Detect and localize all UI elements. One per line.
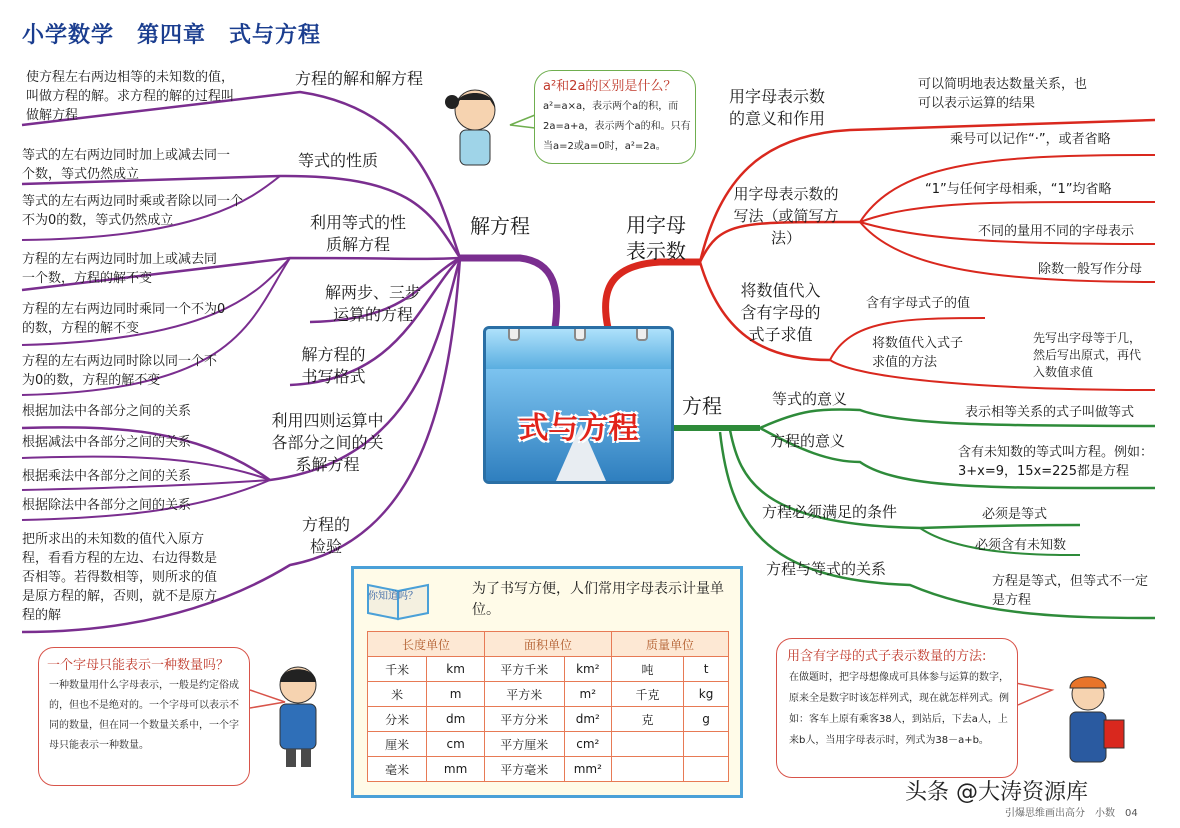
leaf-meaning-of-letters: 可以简明地表达数量关系，也可以表示运算的结果 [918,77,1088,111]
unit-info-box [351,566,743,798]
leaf-equality-add: 等式的左右两边同时加上或减去同一个数，等式仍然成立 [22,148,231,182]
table-cell: 平方毫米 [485,757,565,782]
leaf-one-omitted: “1”与任何字母相乘，“1”均省略 [925,182,1112,197]
table-cell: 分米 [368,707,427,732]
tip-bubble-one-letter-text: 一种数量用什么字母表示，一般是约定俗成的，但也不是绝对的。一个字母可以表示不同的数量，但在同一个数量关系中，一个字母只能表示一种数量。 [49,680,239,751]
table-cell: g [684,707,729,732]
leaf-solve-multiply: 方程的左右两边同时乘同一个不为0的数，方程的解不变 [22,302,226,336]
table-cell [684,732,729,757]
table-cell: mm² [564,757,611,782]
leaf-expression-value: 含有字母式子的值 [866,296,971,311]
table-cell: dm² [564,707,611,732]
table-row [368,707,729,732]
table-cell: 毫米 [368,757,427,782]
girl-illustration [430,80,520,175]
leaf-division-relation: 根据除法中各部分之间的关系 [22,498,192,513]
table-row [368,732,729,757]
leaf-must-have-unknown: 必须含有未知数 [975,538,1067,553]
table-cell: km [427,657,485,682]
table-cell: 平方米 [485,682,565,707]
tip-bubble-letter-method-text: 在做题时，把字母想像成可具体参与运算的数字，原来全是数字时该怎样列式，现在就怎样列式。例如：客车上原有乘客38人，到站后，下去a人，上来b人，当用字母表示时，列式为38－a+b。 [789,672,1009,746]
table-cell: t [684,657,729,682]
table-cell: 平方厘米 [485,732,565,757]
table-cell: 克 [612,707,684,732]
table-cell: dm [427,707,485,732]
watermark: 头条 @大涛资源库 [905,780,1088,805]
tip-bubble-one-letter [38,647,250,786]
leaf-equality-meaning: 表示相等关系的式子叫做等式 [965,405,1135,420]
leaf-substitute-steps: 先写出字母等于几，然后写出原式，再代入数值求值 [1033,331,1142,379]
tip-bubble-letter-method [776,638,1018,778]
tip-bubble-one-letter-title: 一个字母只能表示一种数量吗？ [47,658,230,673]
table-row [368,657,729,682]
leaf-must-be-equality: 必须是等式 [982,507,1048,522]
table-cell: mm [427,757,485,782]
tip-bubble-letter-method-title: 用含有字母的式子表示数量的方法: [787,649,987,664]
table-cell: cm² [564,732,611,757]
leaf-equality-multiply: 等式的左右两边同时乘或者除以同一个不为0的数，等式仍然成立 [22,194,244,228]
branch-four-operations: 利用四则运算中各部分之间的关系解方程 [271,411,384,474]
table-cell: km² [564,657,611,682]
branch-verification: 方程的检验 [301,515,350,556]
center-topic-card [483,326,674,484]
leaf-addition-relation: 根据加法中各部分之间的关系 [22,404,192,419]
leaf-solution-def: 使方程左右两边相等的未知数的值，叫做方程的解。求方程的解的过程叫做解方程 [26,70,235,123]
unit-table-header [368,632,729,657]
tip-bubble-a-squared-text: a²=a×a，表示两个a的积，而2a=a+a，表示两个a的和。只有当a=2或a=0时，a²=2a。 [543,101,691,152]
leaf-different-letters: 不同的量用不同的字母表示 [978,224,1135,239]
leaf-solve-add: 方程的左右两边同时加上或减去同一个数，方程的解不变 [22,252,218,286]
branch-solution: 方程的解和解方程 [295,69,424,88]
table-cell: 米 [368,682,427,707]
unit-box-intro: 为了书写方便，人们常用字母表示计量单位。 [472,581,724,618]
table-cell: m² [564,682,611,707]
worker-illustration [1040,668,1135,778]
branch-equation-meaning: 方程的意义 [770,432,846,450]
page-footer: 引爆思维画出高分 小数 04 [1005,808,1138,819]
leaf-verification-text: 把所求出的未知数的值代入原方程，看看方程的左边、右边得数是否相等。若得数相等，则所求的值是原方程的解，否则，就不是原方程的解 [22,532,218,623]
branch-equality-properties: 等式的性质 [298,151,379,170]
branch-solve-by-properties: 利用等式的性质解方程 [309,213,406,254]
leaf-subtraction-relation: 根据减法中各部分之间的关系 [22,435,192,450]
table-cell [684,757,729,782]
center-topic-label: 式与方程 [518,411,639,446]
leaf-substitute-method: 将数值代入式子求值的方法 [872,336,964,370]
unit-table [367,631,729,782]
leaf-equation-meaning: 含有未知数的等式叫方程。例如：3+x=9，15x=225都是方程 [958,445,1154,479]
branch-equation-equality-relation: 方程与等式的关系 [766,560,887,578]
table-cell: 平方千米 [485,657,565,682]
branch-equality-meaning: 等式的意义 [772,390,848,408]
header-mass: 质量单位 [612,632,729,657]
branch-letter-writing: 用字母表示数的写法（或简写方法） [733,185,839,247]
tip-bubble-a-squared [534,70,696,164]
leaf-divisor-denominator: 除数一般写作分母 [1038,262,1143,277]
table-cell: 千米 [368,657,427,682]
table-cell: 吨 [612,657,684,682]
table-cell: kg [684,682,729,707]
header-length: 长度单位 [368,632,485,657]
leaf-multiplication-relation: 根据乘法中各部分之间的关系 [22,469,192,484]
branch-equation-conditions: 方程必须满足的条件 [762,503,898,521]
table-row [368,757,729,782]
table-cell: 千克 [612,682,684,707]
table-cell: 平方分米 [485,707,565,732]
table-cell: cm [427,732,485,757]
branch-writing-format: 解方程的书写格式 [301,345,366,386]
branch-substitute-value: 将数值代入含有字母的式子求值 [740,281,821,344]
tip-bubble-a-squared-title: a²和2a的区别是什么？ [543,79,677,94]
main-topic-letters: 用字母表示数 [626,213,686,263]
table-cell [612,732,684,757]
did-you-know-badge: 你知道吗？ [368,591,418,602]
table-cell [612,757,684,782]
leaf-equation-equality-relation: 方程是等式，但等式不一定是方程 [992,574,1149,608]
branch-multi-step: 解两步、三步运算的方程 [324,283,421,324]
main-topic-equation: 方程 [682,394,722,418]
leaf-multiply-sign: 乘号可以记作“·”，或者省略 [950,132,1111,147]
main-topic-solve: 解方程 [470,214,530,238]
table-cell: m [427,682,485,707]
table-cell: 厘米 [368,732,427,757]
table-row [368,682,729,707]
boy-illustration [258,660,338,770]
branch-meaning-of-letters: 用字母表示数的意义和作用 [728,87,825,128]
header-area: 面积单位 [485,632,612,657]
leaf-solve-divide: 方程的左右两边同时除以同一个不为0的数，方程的解不变 [22,354,218,388]
page-title: 小学数学 第四章 式与方程 [22,23,322,48]
